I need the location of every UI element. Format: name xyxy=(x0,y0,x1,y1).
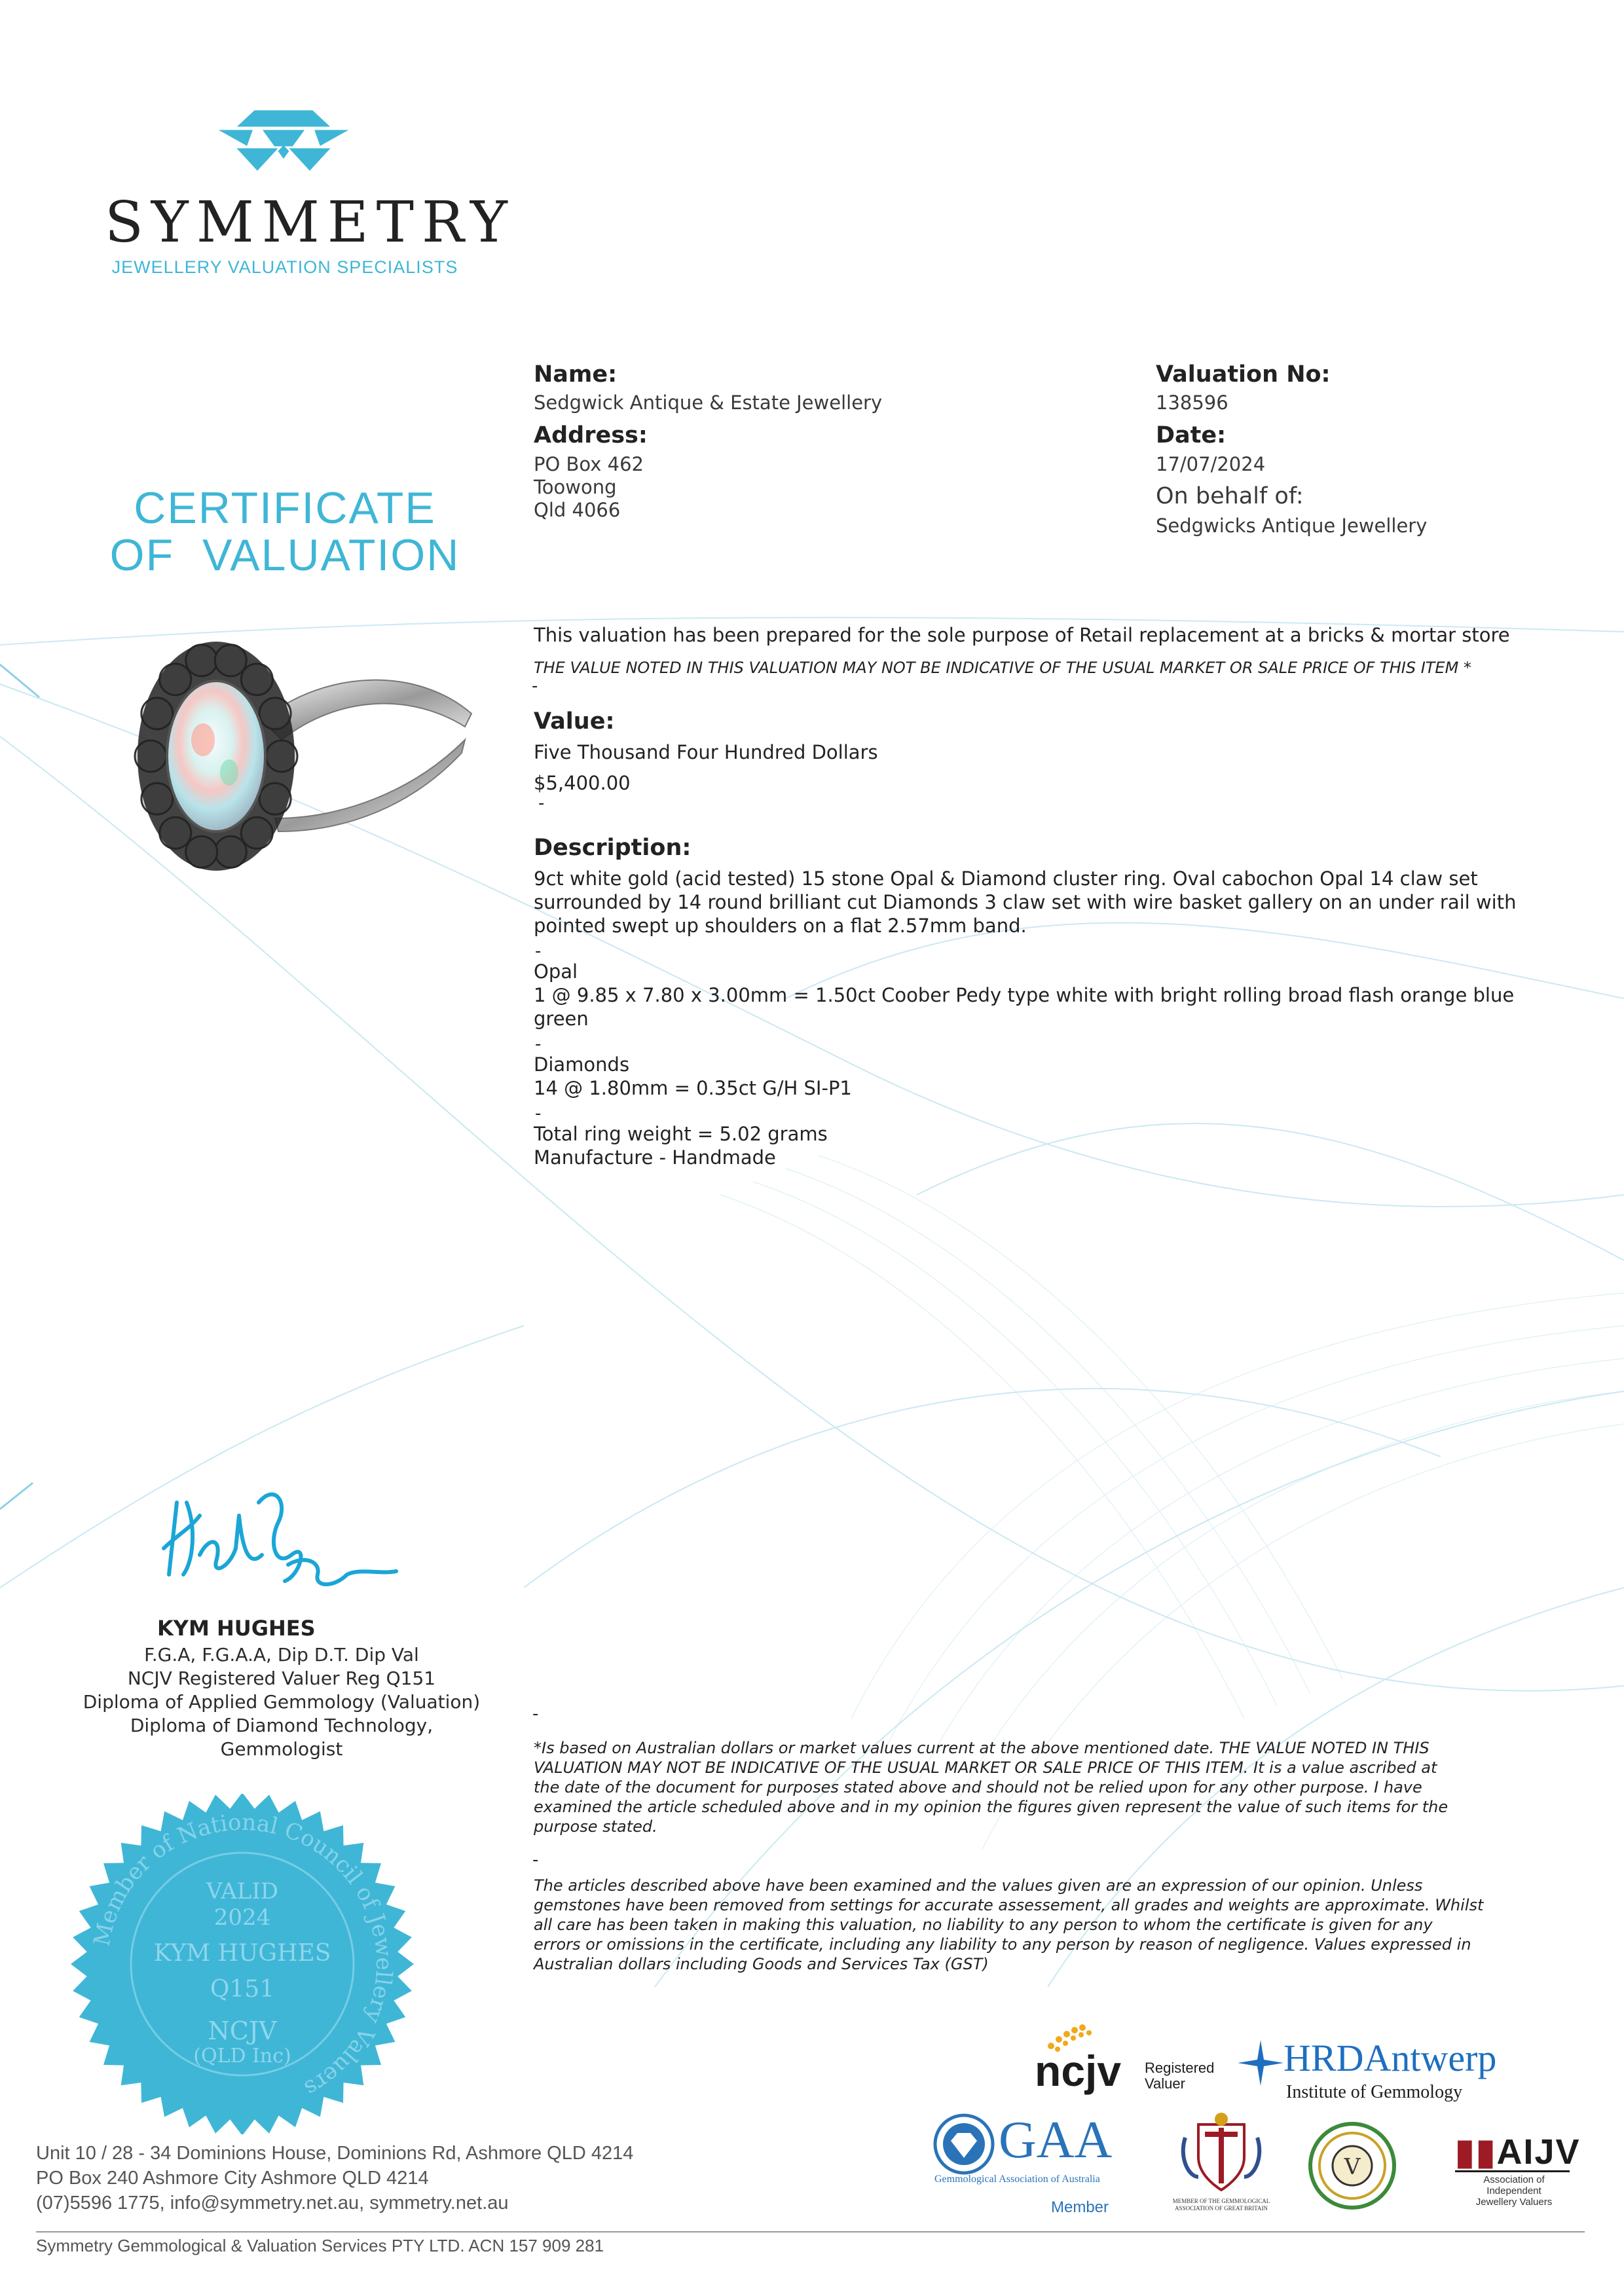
footer-address xyxy=(36,2141,633,2215)
seal-year: 2024 xyxy=(213,1904,271,1931)
disclaimer-line: Australian dollars including Goods and Services Tax (GST) xyxy=(534,1955,989,1973)
disclaimer-line: the date of the document for purposes stated above and should not be relied upon for any other purpose. I have xyxy=(534,1778,1422,1796)
certificate-title-line2: OF VALUATION xyxy=(109,530,460,580)
disclaimer-line: The articles described above have been examined and the values given are an expression of our opinion. Unless xyxy=(534,1876,1423,1895)
value-amount: $5,400.00 xyxy=(534,772,631,794)
aiv-badge-icon xyxy=(1306,2120,1398,2212)
ncjv-sub xyxy=(1145,2060,1214,2092)
coat-of-arms-icon xyxy=(1172,2111,1270,2196)
disclaimer-line: purpose stated. xyxy=(534,1817,657,1836)
valuation-number: 138596 xyxy=(1156,392,1228,414)
opal-label: Opal xyxy=(534,960,578,983)
valuation-date: 17/07/2024 xyxy=(1156,453,1266,475)
gem-a-crest-logo xyxy=(1172,2111,1270,2223)
footer-address-line: Unit 10 / 28 - 34 Dominions House, Dominions Rd, Ashmore QLD 4214 xyxy=(36,2143,634,2164)
behalf-name: Sedgwicks Antique Jewellery xyxy=(1156,515,1428,537)
ncjv-sub-line: Registered xyxy=(1145,2060,1215,2076)
ring-photo xyxy=(111,622,478,903)
aiv-letter: V xyxy=(1344,2154,1361,2180)
symmetry-diamond-logo-icon xyxy=(208,108,359,173)
diamonds-label: Diamonds xyxy=(534,1053,630,1076)
disclaimer-line: errors or omissions in the certificate, including any liability to any person by reason of negligence. Values expressed in xyxy=(534,1935,1471,1954)
separator-dash: - xyxy=(535,1034,542,1054)
qualification-line: Diploma of Diamond Technology, xyxy=(130,1715,434,1736)
opal-line-2: green xyxy=(534,1008,589,1030)
footer-address-line: (07)5596 1775, info@symmetry.net.au, symmetry.net.au xyxy=(36,2193,509,2214)
seal-reg: Q151 xyxy=(210,1976,275,2003)
qualification-line: Gemmologist xyxy=(220,1738,343,1760)
name-label: Name: xyxy=(534,361,618,388)
valuer-qualifications xyxy=(39,1643,524,1761)
certificate-title-line1: CERTIFICATE xyxy=(134,483,436,533)
aijv-logo xyxy=(1455,2131,1581,2210)
aijv-name-text: AIJV xyxy=(1496,2132,1581,2172)
seal-ncjv: NCJV xyxy=(208,2016,277,2045)
footer-company: Symmetry Gemmological & Valuation Services PTY LTD. ACN 157 909 281 xyxy=(36,2236,604,2255)
aijv-sub-line: Jewellery Valuers xyxy=(1475,2196,1553,2208)
gaa-sub: Gemmological Association of Australia xyxy=(934,2174,1100,2185)
disclaimer-p2 xyxy=(534,1876,1483,1974)
aijv-sub-line: Independent xyxy=(1486,2185,1541,2196)
hrd-name-part: HRD xyxy=(1283,2037,1364,2079)
aiv-valuers-logo xyxy=(1306,2120,1398,2212)
separator-dash: - xyxy=(535,1104,542,1123)
seal-name: KYM HUGHES xyxy=(153,1940,331,1967)
purpose-text: This valuation has been prepared for the sole purpose of Retail replacement at a bricks & mortar store xyxy=(534,624,1510,646)
separator-dash: - xyxy=(532,676,538,696)
disclaimer-line: all care has been taken in making this valuation, no liability to any person to whom the certificate is given for any xyxy=(534,1916,1433,1934)
description-label: Description: xyxy=(534,835,692,861)
manufacture: Manufacture - Handmade xyxy=(534,1146,776,1169)
footer-address-line: PO Box 240 Ashmore City Ashmore QLD 4214 xyxy=(36,2168,429,2189)
aijv-name xyxy=(1455,2131,1581,2172)
value-label: Value: xyxy=(534,708,615,735)
ncjv-sub-line: Valuer xyxy=(1145,2075,1185,2092)
separator-dash: - xyxy=(538,793,545,813)
behalf-label: On behalf of: xyxy=(1156,483,1304,509)
description-line-2: surrounded by 14 round brilliant cut Diamonds 3 claw set with wire basket gallery on an under rail with xyxy=(534,891,1517,913)
total-weight: Total ring weight = 5.02 grams xyxy=(534,1123,828,1145)
ncjv-logo xyxy=(1035,2020,1238,2095)
aijv-rule xyxy=(1455,2170,1570,2172)
hrd-name xyxy=(1283,2036,1496,2080)
aijv-mark-icon: ▮▮ xyxy=(1455,2132,1497,2172)
address-label: Address: xyxy=(534,422,648,448)
disclaimer-p1 xyxy=(534,1738,1448,1836)
client-name: Sedgwick Antique & Estate Jewellery xyxy=(534,392,883,414)
seal-qld: (QLD Inc) xyxy=(193,2045,291,2068)
disclaimer-line: examined the article scheduled above and in my opinion the figures given represent the value of such items for the xyxy=(534,1798,1449,1816)
gaa-member: Member xyxy=(1051,2198,1109,2216)
address-line-2: Toowong xyxy=(534,476,617,498)
disclaimer-line: *Is based on Australian dollars or market values current at the above mentioned date. THE VALUE NOTED IN THIS xyxy=(534,1739,1430,1757)
disclaimer-line: VALUATION MAY NOT BE INDICATIVE OF THE USUAL MARKET OR SALE PRICE OF THIS ITEM. It is a value ascribed at xyxy=(534,1758,1437,1777)
gaa-diamond-badge-icon xyxy=(933,2113,995,2176)
valuer-name: KYM HUGHES xyxy=(157,1616,316,1641)
hrd-sub: Institute of Gemmology xyxy=(1286,2082,1463,2102)
separator-dash: - xyxy=(535,941,542,961)
valuer-signature xyxy=(151,1476,399,1620)
seal-valid: VALID xyxy=(206,1878,279,1904)
ncjv-seal-stamp xyxy=(62,1794,422,2134)
qualification-line: F.G.A, F.G.A.A, Dip D.T. Dip Val xyxy=(144,1644,419,1666)
gaa-name: GAA xyxy=(999,2111,1113,2169)
ncjv-name: ncjv xyxy=(1035,2047,1122,2095)
diamonds-line: 14 @ 1.80mm = 0.35ct G/H SI-P1 xyxy=(534,1077,852,1099)
qualification-line: Diploma of Applied Gemmology (Valuation) xyxy=(83,1691,481,1713)
valuation-number-label: Valuation No: xyxy=(1156,361,1331,388)
footer-divider xyxy=(36,2231,1585,2232)
address-line-3: Qld 4066 xyxy=(534,499,621,521)
certificate-title xyxy=(92,484,478,579)
gem-a-sub: MEMBER OF THE GEMMOLOGICAL ASSOCIATION OF GREAT BRITAIN xyxy=(1172,2198,1270,2212)
qualification-line: NCJV Registered Valuer Reg Q151 xyxy=(127,1667,436,1689)
purpose-notice: THE VALUE NOTED IN THIS VALUATION MAY NOT BE INDICATIVE OF THE USUAL MARKET OR SALE PRICE OF THIS ITEM * xyxy=(534,659,1471,677)
hrd-antwerp-logo xyxy=(1238,2036,1513,2108)
description-line-1: 9ct white gold (acid tested) 15 stone Opal & Diamond cluster ring. Oval cabochon Opal 14 claw set xyxy=(534,867,1478,890)
value-words: Five Thousand Four Hundred Dollars xyxy=(534,741,878,763)
separator-dash: - xyxy=(532,1704,539,1724)
date-label: Date: xyxy=(1156,422,1227,448)
separator-dash: - xyxy=(532,1850,539,1870)
brand-name: SYMMETRY xyxy=(105,190,515,255)
disclaimer-line: gemstones have been removed from settings for accurate assessement, all grades and weights are approximate. Whilst xyxy=(534,1896,1484,1914)
brand-tagline: JEWELLERY VALUATION SPECIALISTS xyxy=(111,257,458,277)
description-line-3: pointed swept up shoulders on a flat 2.57mm band. xyxy=(534,915,1027,937)
aijv-sub xyxy=(1468,2174,1560,2208)
hrd-name-part: Antwerp xyxy=(1363,2037,1497,2079)
gaa-logo xyxy=(933,2111,1123,2216)
hrd-star-icon xyxy=(1238,2040,1283,2086)
opal-line-1: 1 @ 9.85 x 7.80 x 3.00mm = 1.50ct Coober Pedy type white with bright rolling broad flash orange blue xyxy=(534,984,1515,1006)
aijv-sub-line: Association of xyxy=(1483,2174,1545,2185)
seal-ring-text: Member of National Council of Jewellery Valuers xyxy=(88,1809,397,2102)
address-line-1: PO Box 462 xyxy=(534,453,644,475)
